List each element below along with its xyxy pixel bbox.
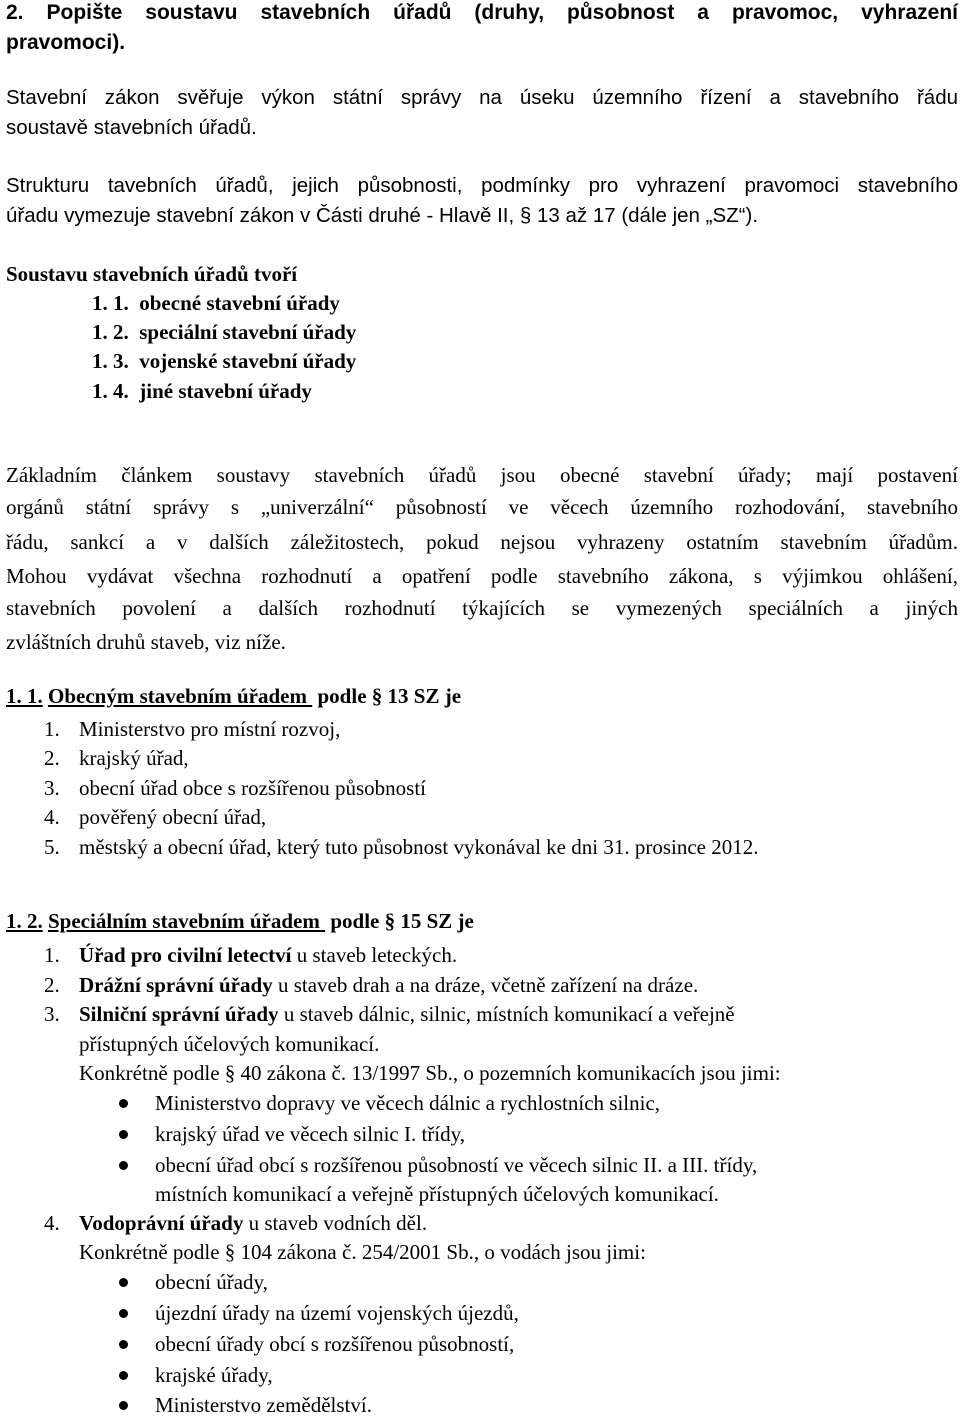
special-heading-number: 1. 2. [6, 909, 43, 933]
special-item-number: 1. [44, 943, 60, 967]
special-item-railway [79, 975, 698, 996]
special-item-number: 2. [44, 973, 60, 997]
bullet-icon [119, 1340, 128, 1349]
water-law-reference: Konkrétně podle § 104 zákona č. 254/2001 Sb., o vodách jsou jimi: [79, 1240, 646, 1264]
general-item-number: 1. [44, 717, 60, 741]
system-item-general: 1. 1. obecné stavební úřady [92, 291, 340, 315]
general-item-text: obecní úřad obce s rozšířenou působností [79, 776, 427, 800]
water-authority-item: krajské úřady, [155, 1363, 273, 1387]
general-item-text: Ministerstvo pro místní rozvoj, [79, 717, 341, 741]
question-heading-line1: 2. Popište soustavu stavebních úřadů (druhy, působnost a pravomoc, vyhrazení [6, 1, 958, 24]
special-item-title: Drážní správní úřady [79, 973, 273, 997]
bullet-icon [119, 1099, 128, 1108]
special-heading-title: Speciálním stavebním úřadem [48, 909, 326, 933]
special-item-water [79, 1213, 427, 1234]
special-item-description: u staveb leteckých. [291, 943, 458, 967]
special-item-description: u staveb vodních děl. [243, 1211, 428, 1235]
general-item-text: městský a obecní úřad, který tuto působnost vykonával ke dni 31. prosince 2012. [79, 835, 759, 859]
bullet-icon [119, 1278, 128, 1287]
general-heading-number: 1. 1. [6, 684, 43, 708]
general-item-number: 5. [44, 835, 60, 859]
water-authority-item: újezdní úřady na území vojenských újezdů, [155, 1301, 519, 1325]
general-item-number: 3. [44, 776, 60, 800]
special-item-description: u staveb drah a na dráze, včetně zařízení na dráze. [272, 973, 699, 997]
basic-paragraph-line6: zvláštních druhů staveb, viz níže. [6, 630, 286, 654]
general-item-text: krajský úřad, [79, 746, 189, 770]
general-item-number: 4. [44, 805, 60, 829]
special-offices-heading [6, 911, 474, 932]
special-item-title: Úřad pro civilní letectví [79, 943, 292, 967]
special-item-road-continuation: přístupných účelových komunikací. [79, 1032, 380, 1056]
question-heading-line2: pravomoci). [6, 31, 126, 54]
road-authority-item: krajský úřad ve věcech silnic I. třídy, [155, 1122, 466, 1146]
special-item-title: Silniční správní úřady [79, 1002, 279, 1026]
system-item-military: 1. 3. vojenské stavební úřady [92, 349, 357, 373]
special-item-road [79, 1004, 735, 1025]
system-item-special: 1. 2. speciální stavební úřady [92, 320, 357, 344]
bullet-icon [119, 1401, 128, 1410]
special-item-title: Vodoprávní úřady [79, 1211, 244, 1235]
road-law-reference: Konkrétně podle § 40 zákona č. 13/1997 Sb., o pozemních komunikacích jsou jimi: [79, 1061, 781, 1085]
road-authority-item-continuation: místních komunikací a veřejně přístupných účelových komunikací. [155, 1182, 719, 1206]
basic-paragraph-line1: Základním článkem soustavy stavebních úřadů jsou obecné stavební úřady; mají postavení [6, 463, 958, 487]
system-item-other: 1. 4. jiné stavební úřady [92, 379, 312, 403]
general-offices-heading [6, 686, 461, 707]
bullet-icon [119, 1309, 128, 1318]
general-item-text: pověřený obecní úřad, [79, 805, 267, 829]
basic-paragraph-line3: řádu, sankcí a v dalších záležitostech, pokud nejsou vyhrazeny ostatním stavebním úřadům. [6, 530, 958, 554]
water-authority-item: obecní úřady, [155, 1270, 268, 1294]
bullet-icon [119, 1161, 128, 1170]
road-authority-item: obecní úřad obcí s rozšířenou působností ve věcech silnic II. a III. třídy, [155, 1153, 758, 1177]
intro-paragraph-2-line2: úřadu vymezuje stavební zákon v Části druhé - Hlavě II, § 13 až 17 (dále jen „SZ“). [6, 204, 759, 227]
special-item-number: 3. [44, 1002, 60, 1026]
road-authority-item: Ministerstvo dopravy ve věcech dálnic a rychlostních silnic, [155, 1091, 661, 1115]
intro-paragraph-2-line1: Strukturu tavebních úřadů, jejich působnosti, podmínky pro vyhrazení pravomoci stavebního [6, 174, 958, 197]
special-item-description: u staveb dálnic, silnic, místních komunikací a veřejně [278, 1002, 735, 1026]
general-heading-title: Obecným stavebním úřadem [48, 684, 313, 708]
general-heading-rest: podle § 13 SZ je [312, 684, 462, 708]
special-item-civil-aviation [79, 945, 457, 966]
special-heading-rest: podle § 15 SZ je [325, 909, 474, 933]
basic-paragraph-line4: Mohou vydávat všechna rozhodnutí a opatření podle stavebního zákona, s výjimkou ohlášení, [6, 564, 958, 588]
general-item-number: 2. [44, 746, 60, 770]
intro-paragraph-1-line1: Stavební zákon svěřuje výkon státní správy na úseku územního řízení a stavebního řádu [6, 86, 958, 109]
bullet-icon [119, 1130, 128, 1139]
system-heading: Soustavu stavebních úřadů tvoří [6, 262, 298, 286]
special-item-number: 4. [44, 1211, 60, 1235]
water-authority-item: Ministerstvo zemědělství. [155, 1393, 372, 1417]
water-authority-item: obecní úřady obcí s rozšířenou působností, [155, 1332, 515, 1356]
intro-paragraph-1-line2: soustavě stavebních úřadů. [6, 116, 257, 139]
bullet-icon [119, 1371, 128, 1380]
basic-paragraph-line2: orgánů státní správy s „univerzální“ působností ve věcech územního rozhodování, stavebního [6, 495, 958, 519]
basic-paragraph-line5: stavebních povolení a dalších rozhodnutí týkajících se vymezených speciálních a jiných [6, 596, 958, 620]
